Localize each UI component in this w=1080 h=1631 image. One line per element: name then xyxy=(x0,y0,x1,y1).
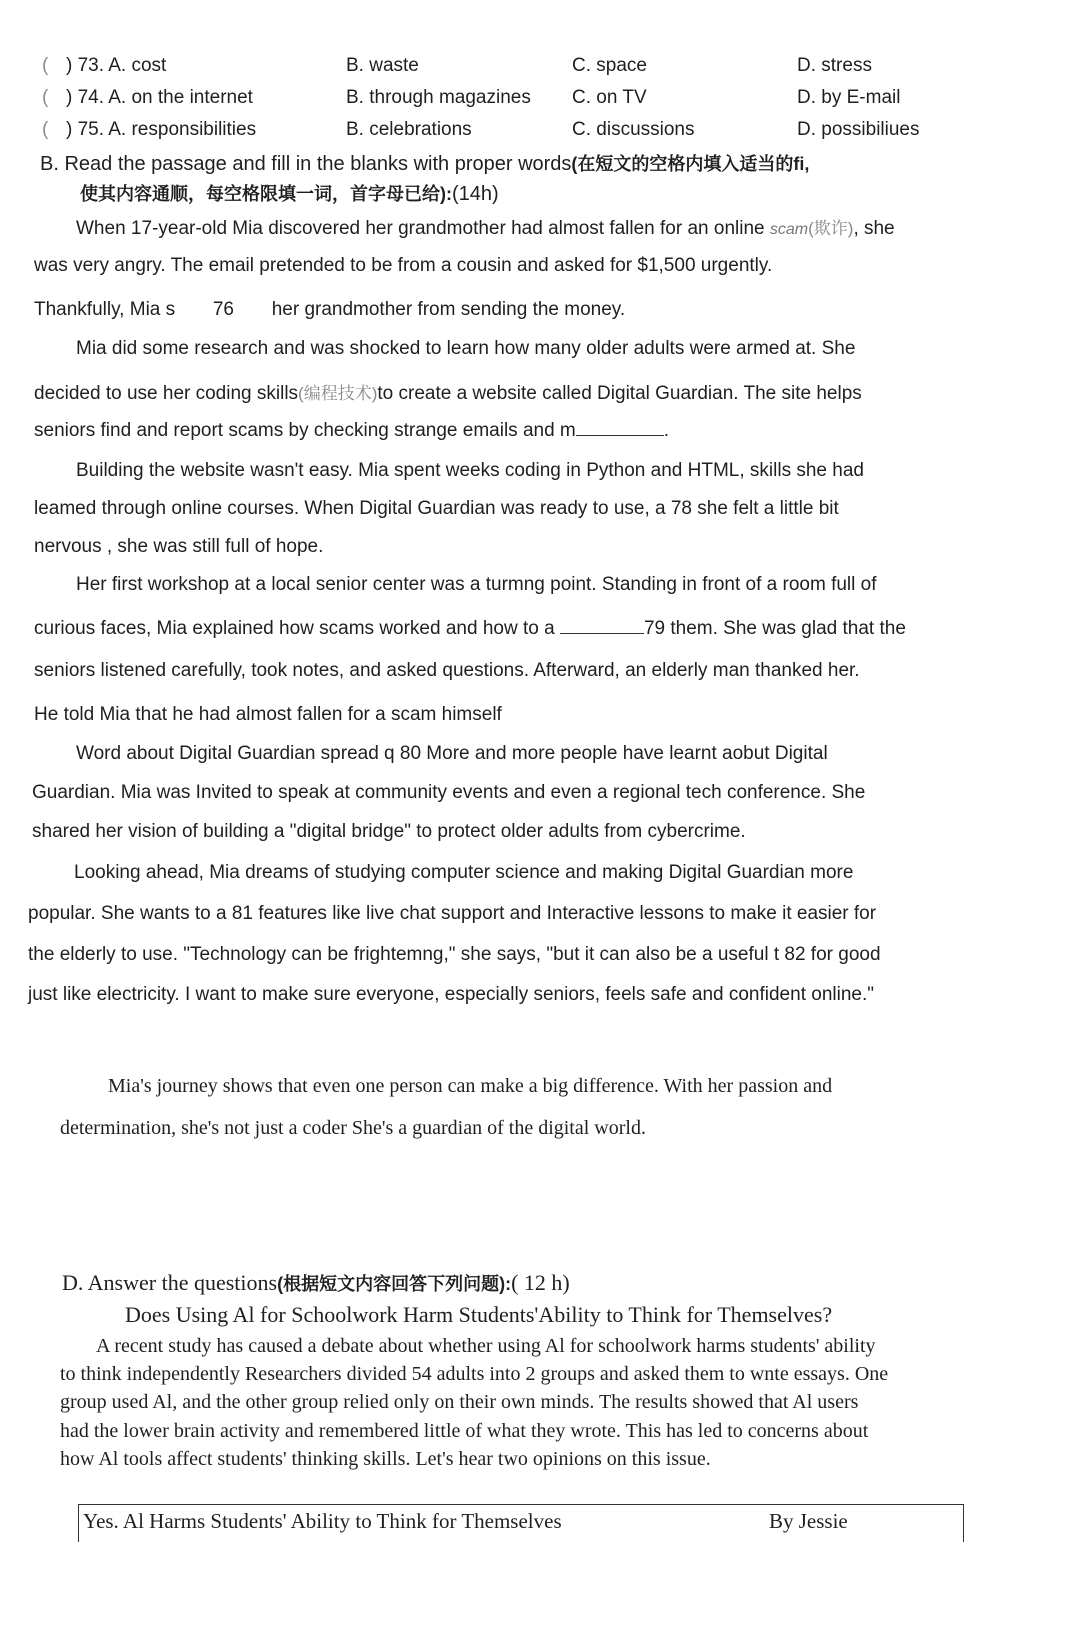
option-b: B. celebrations xyxy=(346,119,472,140)
passage-line: just like electricity. I want to make sure everyone, especially seniors, feels safe and confident online." xyxy=(28,984,874,1005)
passage-text: her grandmother from sending the money. xyxy=(271,299,626,320)
passage-text: Thankfully, Mia s xyxy=(34,299,176,320)
passage-text: to create a website called Digital Guardian. The site helps xyxy=(377,383,862,404)
passage-line: Looking ahead, Mia dreams of studying computer science and making Digital Guardian more xyxy=(74,862,854,883)
passage-text: , she xyxy=(853,218,895,239)
blank-77[interactable] xyxy=(576,421,664,436)
passage-line xyxy=(34,299,625,321)
passage-line: Guardian. Mia was Invited to speak at community events and even a regional tech conference. She xyxy=(32,782,866,803)
passage-line: Word about Digital Guardian spread q 80 More and more people have learnt aobut Digital xyxy=(76,743,828,764)
passage-line: was very angry. The email pretended to be from a cousin and asked for $1,500 urgently. xyxy=(34,255,773,276)
passage-line xyxy=(76,214,895,240)
option-b: B. through magazines xyxy=(346,87,531,108)
option-d: D. by E-mail xyxy=(797,87,901,108)
opinion-author: By Jessie xyxy=(769,1509,848,1533)
passage-text: decided to use her coding skills xyxy=(34,383,299,404)
scam-gloss: (欺诈) xyxy=(808,219,854,238)
section-b-instruction-zh2: 使其内容通顺，每空格限填一词，首字母已给): xyxy=(80,184,452,204)
opinion-table-header xyxy=(78,1504,964,1542)
passage-line xyxy=(34,379,862,405)
passage-line: seniors listened carefully, took notes, and asked questions. Afterward, an elderly man thanked her. xyxy=(34,660,860,681)
coding-gloss: (编程技术) xyxy=(298,384,378,403)
passage-line: nervous , she was still full of hope. xyxy=(34,536,324,557)
option-a: ) 75. A. responsibilities xyxy=(66,119,257,140)
answer-paren[interactable]: ( xyxy=(42,55,49,76)
option-d: D. possibiliues xyxy=(797,119,920,140)
passage-line: leamed through online courses. When Digital Guardian was ready to use, a 78 she felt a little bit xyxy=(34,498,839,519)
blank-76[interactable]: 76 xyxy=(212,299,234,320)
passage-line: the elderly to use. "Technology can be frightemng," she says, "but it can also be a useful t 82 for good xyxy=(28,944,881,965)
article-title: Does Using Al for Schoolwork Harm Students'Ability to Think for Themselves? xyxy=(125,1302,833,1327)
section-d-points: ( 12 h) xyxy=(511,1270,570,1295)
passage-line xyxy=(34,420,669,442)
opinion-title: Yes. Al Harms Students' Ability to Think for Themselves xyxy=(83,1509,562,1533)
passage-line xyxy=(34,618,906,640)
passage-line: Building the website wasn't easy. Mia spent weeks coding in Python and HTML, skills she had xyxy=(76,460,864,481)
passage-line: Mia did some research and was shocked to learn how many older adults were armed at. She xyxy=(76,338,856,359)
section-d-heading xyxy=(62,1270,570,1296)
passage-text: curious faces, Mia explained how scams worked and how to a xyxy=(34,618,555,639)
article-line: had the lower brain activity and remembered little of what they wrote. This has led to concerns about xyxy=(60,1420,869,1442)
passage-line: Mia's journey shows that even one person can make a big difference. With her passion and xyxy=(108,1075,833,1097)
passage-line: Her first workshop at a local senior center was a turmng point. Standing in front of a room full of xyxy=(76,574,877,595)
passage-text: . xyxy=(663,420,670,441)
section-b-heading xyxy=(40,150,809,176)
section-b-points: (14h) xyxy=(452,183,499,205)
answer-paren[interactable]: ( xyxy=(42,87,49,108)
passage-line: determination, she's not just a coder She's a guardian of the digital world. xyxy=(60,1117,646,1139)
scam-word: scam xyxy=(769,221,809,238)
passage-line: popular. She wants to a 81 features like live chat support and Interactive lessons to make it easier for xyxy=(28,903,877,924)
option-d: D. stress xyxy=(797,55,872,76)
option-a: ) 73. A. cost xyxy=(66,55,167,76)
option-b: B. waste xyxy=(346,55,419,76)
section-b-heading-line2 xyxy=(80,180,499,206)
blank-79[interactable] xyxy=(560,619,644,634)
question-73 xyxy=(42,55,1042,85)
passage-line: He told Mia that he had almost fallen for a scam himself xyxy=(34,704,502,725)
answer-paren[interactable]: ( xyxy=(42,119,49,140)
section-d-title: D. Answer the questions xyxy=(62,1270,278,1295)
option-c: C. on TV xyxy=(572,87,647,108)
article-line: how Al tools affect students' thinking skills. Let's hear two opinions on this issue. xyxy=(60,1448,711,1470)
section-b-instruction: B. Read the passage and fill in the blanks with proper words xyxy=(40,153,572,175)
question-74 xyxy=(42,87,1042,117)
option-a: ) 74. A. on the internet xyxy=(66,87,253,108)
article-line: A recent study has caused a debate about whether using Al for schoolwork harms students' ability xyxy=(96,1335,876,1357)
passage-text: When 17-year-old Mia discovered her grandmother had almost fallen for an online xyxy=(76,218,765,239)
article-line: to think independently Researchers divided 54 adults into 2 groups and asked them to wnte essays. One xyxy=(60,1363,889,1385)
option-c: C. space xyxy=(572,55,647,76)
section-d-instruction-zh: (根据短文内容回答下列问题): xyxy=(277,1274,512,1294)
question-75 xyxy=(42,119,1042,149)
option-c: C. discussions xyxy=(572,119,695,140)
passage-text: 79 them. She was glad that the xyxy=(643,618,906,639)
passage-text: seniors find and report scams by checking strange emails and m xyxy=(34,420,576,441)
passage-line: shared her vision of building a "digital bridge" to protect older adults from cybercrime. xyxy=(32,821,746,842)
article-line: group used Al, and the other group relied only on their own minds. The results showed that Al users xyxy=(60,1391,859,1413)
section-b-instruction-zh: (在短文的空格内填入适当的fi, xyxy=(571,154,810,174)
